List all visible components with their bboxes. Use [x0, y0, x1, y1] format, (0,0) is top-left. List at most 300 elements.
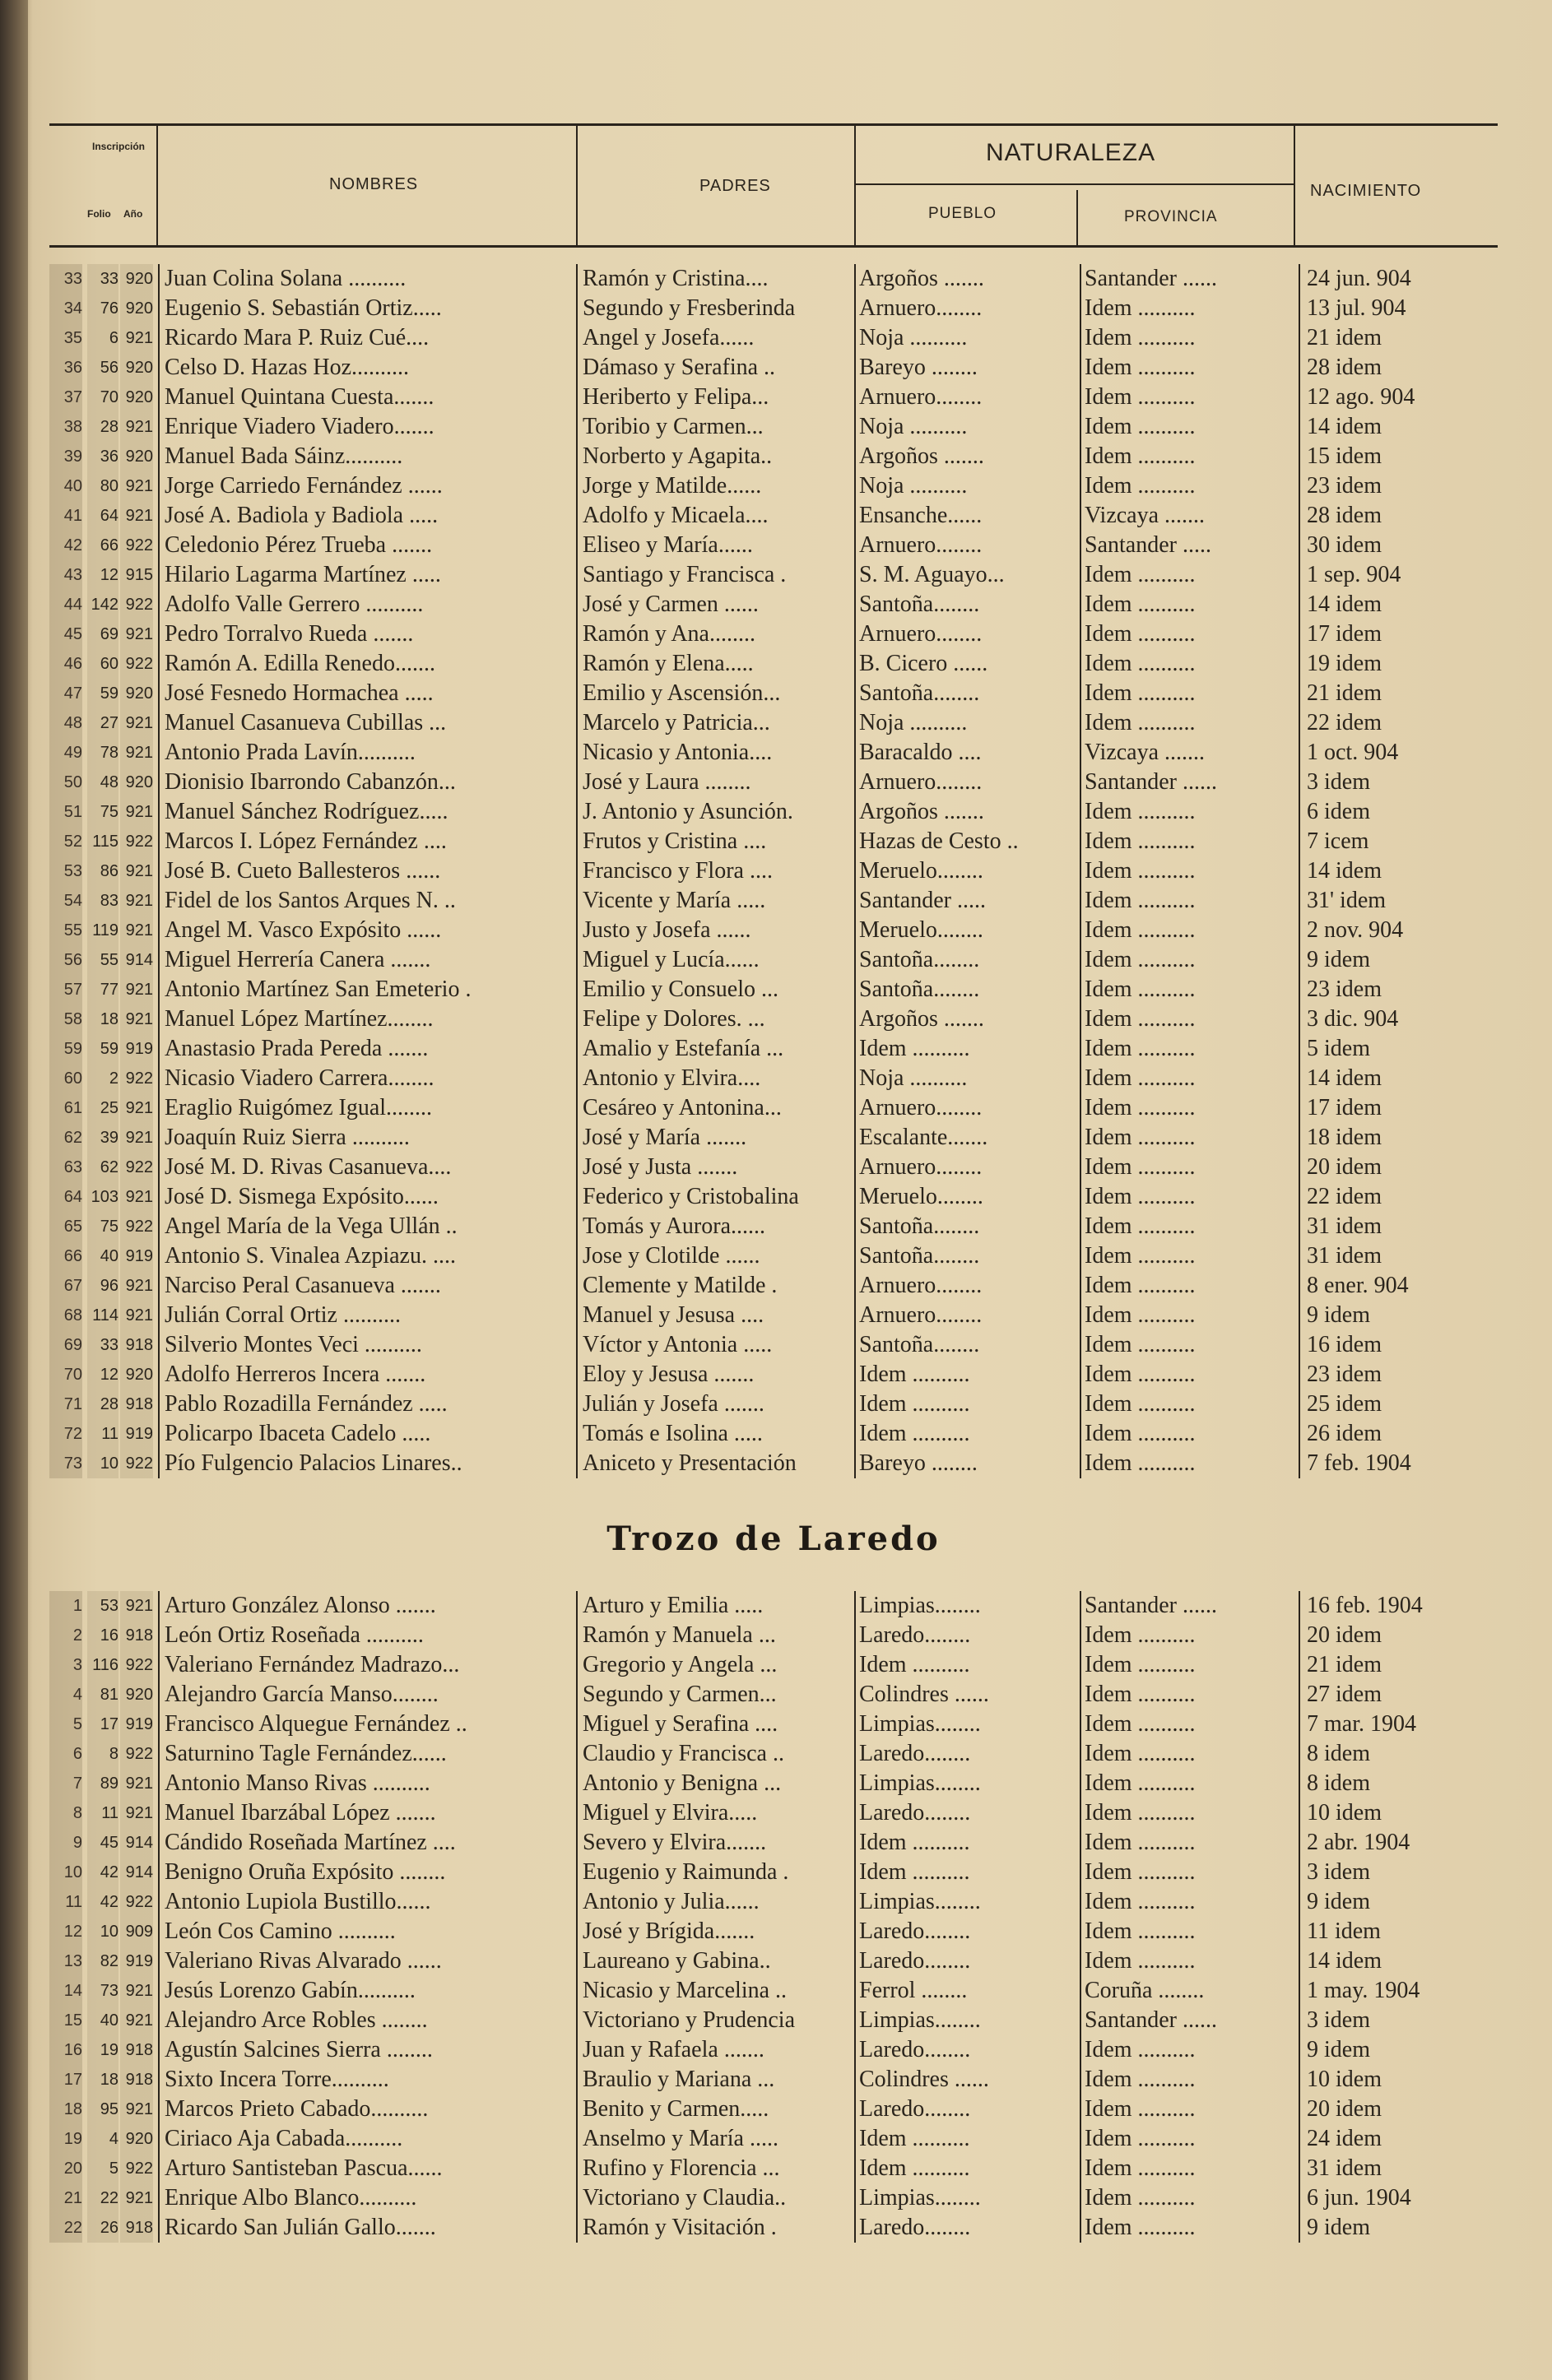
row-town: Santoña........ — [854, 945, 1081, 975]
row-number: 34 — [49, 294, 82, 323]
row-folio: 28 — [87, 1389, 118, 1419]
row-year: 914 — [120, 1828, 153, 1858]
table-row — [49, 1946, 1498, 1976]
row-year: 921 — [120, 856, 153, 886]
table-row — [49, 501, 1498, 531]
row-province: Idem .......... — [1080, 797, 1299, 827]
row-town: Santoña........ — [854, 1330, 1081, 1360]
table-row — [49, 264, 1498, 294]
header-inscripcion — [49, 126, 158, 245]
row-birth: 21 idem — [1299, 1650, 1504, 1680]
row-town: Santoña........ — [854, 1212, 1081, 1241]
row-birth: 1 may. 1904 — [1299, 1976, 1504, 2006]
table-row — [49, 294, 1498, 323]
row-parents: J. Antonio y Asunción. — [576, 797, 854, 827]
row-birth: 3 idem — [1299, 1858, 1504, 1887]
row-province: Idem .......... — [1080, 945, 1299, 975]
row-parents: Victoriano y Prudencia — [576, 2006, 854, 2035]
row-name: Francisco Alquegue Fernández .. — [158, 1710, 576, 1739]
row-name: Pío Fulgencio Palacios Linares.. — [158, 1449, 576, 1478]
row-birth: 22 idem — [1299, 708, 1504, 738]
row-year: 920 — [120, 442, 153, 471]
row-birth: 17 idem — [1299, 1093, 1504, 1123]
row-town: Arnuero........ — [854, 1093, 1081, 1123]
row-birth: 31 idem — [1299, 1212, 1504, 1241]
row-name: Valeriano Fernández Madrazo... — [158, 1650, 576, 1680]
table-row — [49, 1271, 1498, 1301]
row-town: Laredo........ — [854, 2213, 1081, 2243]
row-folio: 56 — [87, 353, 118, 383]
row-year: 922 — [120, 1064, 153, 1093]
row-number: 6 — [49, 1739, 82, 1769]
row-number: 48 — [49, 708, 82, 738]
row-number: 12 — [49, 1917, 82, 1946]
row-folio: 22 — [87, 2183, 118, 2213]
row-name: Joaquín Ruiz Sierra .......... — [158, 1123, 576, 1153]
row-parents: Braulio y Mariana ... — [576, 2065, 854, 2095]
row-number: 70 — [49, 1360, 82, 1389]
row-folio: 59 — [87, 679, 118, 708]
table-row — [49, 1182, 1498, 1212]
row-year: 921 — [120, 738, 153, 768]
row-name: León Ortiz Roseñada .......... — [158, 1621, 576, 1650]
row-birth: 14 idem — [1299, 1064, 1504, 1093]
header-divider — [854, 183, 1294, 185]
row-parents: Víctor y Antonia ..... — [576, 1330, 854, 1360]
row-province: Idem .......... — [1080, 2095, 1299, 2124]
row-province: Idem .......... — [1080, 827, 1299, 856]
row-province: Idem .......... — [1080, 1241, 1299, 1271]
row-parents: Tomás y Aurora...... — [576, 1212, 854, 1241]
row-year: 921 — [120, 797, 153, 827]
row-number: 64 — [49, 1182, 82, 1212]
row-town: Laredo........ — [854, 1798, 1081, 1828]
row-number: 20 — [49, 2154, 82, 2183]
header-nombres — [156, 126, 578, 245]
row-province: Vizcaya ....... — [1080, 738, 1299, 768]
row-birth: 23 idem — [1299, 1360, 1504, 1389]
row-year: 920 — [120, 679, 153, 708]
header-ano-label: Año — [123, 208, 143, 220]
row-town: Limpias........ — [854, 2006, 1081, 2035]
row-folio: 42 — [87, 1887, 118, 1917]
row-number: 35 — [49, 323, 82, 353]
row-year: 921 — [120, 916, 153, 945]
row-birth: 24 jun. 904 — [1299, 264, 1504, 294]
row-year: 921 — [120, 323, 153, 353]
row-town: Noja .......... — [854, 323, 1081, 353]
row-name: Angel María de la Vega Ullán .. — [158, 1212, 576, 1241]
row-parents: Laureano y Gabina.. — [576, 1946, 854, 1976]
row-name: Saturnino Tagle Fernández...... — [158, 1739, 576, 1769]
table-row — [49, 1828, 1498, 1858]
row-folio: 40 — [87, 1241, 118, 1271]
row-folio: 66 — [87, 531, 118, 560]
row-number: 14 — [49, 1976, 82, 2006]
row-province: Idem .......... — [1080, 1710, 1299, 1739]
row-folio: 16 — [87, 1621, 118, 1650]
row-folio: 77 — [87, 975, 118, 1004]
row-year: 919 — [120, 1241, 153, 1271]
table-row — [49, 827, 1498, 856]
table-row — [49, 619, 1498, 649]
row-province: Idem .......... — [1080, 1621, 1299, 1650]
table-row — [49, 1123, 1498, 1153]
row-birth: 27 idem — [1299, 1680, 1504, 1710]
row-birth: 31' idem — [1299, 886, 1504, 916]
row-birth: 10 idem — [1299, 1798, 1504, 1828]
row-name: Antonio Lupiola Bustillo...... — [158, 1887, 576, 1917]
row-province: Idem .......... — [1080, 353, 1299, 383]
row-town: Idem .......... — [854, 1858, 1081, 1887]
row-name: Anastasio Prada Pereda ....... — [158, 1034, 576, 1064]
table-row — [49, 560, 1498, 590]
row-parents: Federico y Cristobalina — [576, 1182, 854, 1212]
row-province: Idem .......... — [1080, 1360, 1299, 1389]
table-row — [49, 708, 1498, 738]
row-name: Arturo González Alonso ....... — [158, 1591, 576, 1621]
row-year: 922 — [120, 1650, 153, 1680]
row-province: Idem .......... — [1080, 886, 1299, 916]
row-folio: 6 — [87, 323, 118, 353]
row-folio: 69 — [87, 619, 118, 649]
row-year: 919 — [120, 1034, 153, 1064]
row-year: 918 — [120, 1389, 153, 1419]
row-parents: Miguel y Elvira..... — [576, 1798, 854, 1828]
row-province: Idem .......... — [1080, 916, 1299, 945]
row-folio: 119 — [87, 916, 118, 945]
row-number: 17 — [49, 2065, 82, 2095]
header-subdivider — [1076, 190, 1078, 245]
row-town: Arnuero........ — [854, 768, 1081, 797]
row-birth: 9 idem — [1299, 1301, 1504, 1330]
row-birth: 13 jul. 904 — [1299, 294, 1504, 323]
row-town: Idem .......... — [854, 2154, 1081, 2183]
row-town: Santoña........ — [854, 1241, 1081, 1271]
row-province: Vizcaya ....... — [1080, 501, 1299, 531]
row-province: Idem .......... — [1080, 1798, 1299, 1828]
table-row — [49, 1419, 1498, 1449]
row-province: Idem .......... — [1080, 1004, 1299, 1034]
row-town: Bareyo ........ — [854, 353, 1081, 383]
row-year: 920 — [120, 1360, 153, 1389]
row-province: Idem .......... — [1080, 649, 1299, 679]
table-row — [49, 1153, 1498, 1182]
row-name: Julián Corral Ortiz .......... — [158, 1301, 576, 1330]
row-folio: 28 — [87, 412, 118, 442]
row-parents: Jorge y Matilde...... — [576, 471, 854, 501]
row-name: Agustín Salcines Sierra ........ — [158, 2035, 576, 2065]
row-name: Ricardo Mara P. Ruiz Cué.... — [158, 323, 576, 353]
row-folio: 73 — [87, 1976, 118, 2006]
row-year: 922 — [120, 590, 153, 619]
row-parents: Miguel y Serafina .... — [576, 1710, 854, 1739]
row-town: Laredo........ — [854, 2035, 1081, 2065]
row-folio: 60 — [87, 649, 118, 679]
row-birth: 3 idem — [1299, 768, 1504, 797]
row-year: 921 — [120, 412, 153, 442]
row-number: 40 — [49, 471, 82, 501]
row-year: 921 — [120, 471, 153, 501]
header-folio-label: Folio — [87, 208, 111, 220]
row-folio: 75 — [87, 797, 118, 827]
row-folio: 11 — [87, 1798, 118, 1828]
row-birth: 21 idem — [1299, 679, 1504, 708]
row-number: 22 — [49, 2213, 82, 2243]
row-parents: Clemente y Matilde . — [576, 1271, 854, 1301]
row-birth: 17 idem — [1299, 619, 1504, 649]
row-province: Coruña ........ — [1080, 1976, 1299, 2006]
row-province: Idem .......... — [1080, 1946, 1299, 1976]
row-year: 920 — [120, 1680, 153, 1710]
row-birth: 11 idem — [1299, 1917, 1504, 1946]
table-row — [49, 2006, 1498, 2035]
row-town: Laredo........ — [854, 1621, 1081, 1650]
row-name: José D. Sismega Expósito...... — [158, 1182, 576, 1212]
row-province: Idem .......... — [1080, 590, 1299, 619]
row-year: 921 — [120, 1976, 153, 2006]
row-name: Pedro Torralvo Rueda ....... — [158, 619, 576, 649]
row-province: Idem .......... — [1080, 1153, 1299, 1182]
row-folio: 17 — [87, 1710, 118, 1739]
row-parents: Ramón y Elena..... — [576, 649, 854, 679]
row-birth: 9 idem — [1299, 2213, 1504, 2243]
row-birth: 16 feb. 1904 — [1299, 1591, 1504, 1621]
row-folio: 10 — [87, 1449, 118, 1478]
row-parents: Jose y Clotilde ...... — [576, 1241, 854, 1271]
row-town: Idem .......... — [854, 1034, 1081, 1064]
row-birth: 30 idem — [1299, 531, 1504, 560]
row-folio: 10 — [87, 1917, 118, 1946]
row-province: Idem .......... — [1080, 1917, 1299, 1946]
row-number: 47 — [49, 679, 82, 708]
table-row — [49, 2095, 1498, 2124]
row-folio: 33 — [87, 264, 118, 294]
row-birth: 20 idem — [1299, 2095, 1504, 2124]
row-birth: 25 idem — [1299, 1389, 1504, 1419]
table-row — [49, 2183, 1498, 2213]
row-number: 42 — [49, 531, 82, 560]
row-folio: 42 — [87, 1858, 118, 1887]
row-birth: 20 idem — [1299, 1153, 1504, 1182]
row-province: Idem .......... — [1080, 2213, 1299, 2243]
row-year: 921 — [120, 2006, 153, 2035]
row-parents: Julián y Josefa ....... — [576, 1389, 854, 1419]
row-parents: Toribio y Carmen... — [576, 412, 854, 442]
row-birth: 2 nov. 904 — [1299, 916, 1504, 945]
row-number: 21 — [49, 2183, 82, 2213]
header-pueblo-label: PUEBLO — [928, 205, 997, 222]
row-province: Idem .......... — [1080, 412, 1299, 442]
row-province: Idem .......... — [1080, 442, 1299, 471]
row-town: Arnuero........ — [854, 294, 1081, 323]
row-year: 914 — [120, 945, 153, 975]
row-province: Idem .......... — [1080, 1650, 1299, 1680]
row-name: José B. Cueto Ballesteros ...... — [158, 856, 576, 886]
row-province: Idem .......... — [1080, 1419, 1299, 1449]
row-town: Ensanche...... — [854, 501, 1081, 531]
table-row — [49, 1449, 1498, 1478]
table-row — [49, 2065, 1498, 2095]
row-year: 918 — [120, 1621, 153, 1650]
row-folio: 45 — [87, 1828, 118, 1858]
row-town: Laredo........ — [854, 2095, 1081, 2124]
row-year: 914 — [120, 1858, 153, 1887]
row-folio: 82 — [87, 1946, 118, 1976]
row-folio: 19 — [87, 2035, 118, 2065]
table-row — [49, 1034, 1498, 1064]
row-birth: 22 idem — [1299, 1182, 1504, 1212]
row-number: 16 — [49, 2035, 82, 2065]
row-town: B. Cicero ...... — [854, 649, 1081, 679]
row-year: 918 — [120, 2213, 153, 2243]
row-town: Idem .......... — [854, 1650, 1081, 1680]
row-folio: 59 — [87, 1034, 118, 1064]
row-name: Adolfo Valle Gerrero .......... — [158, 590, 576, 619]
row-province: Idem .......... — [1080, 1212, 1299, 1241]
row-number: 53 — [49, 856, 82, 886]
row-province: Idem .......... — [1080, 1449, 1299, 1478]
row-province: Idem .......... — [1080, 1064, 1299, 1093]
row-number: 41 — [49, 501, 82, 531]
row-parents: Justo y Josefa ...... — [576, 916, 854, 945]
row-folio: 48 — [87, 768, 118, 797]
row-folio: 12 — [87, 1360, 118, 1389]
row-name: Ricardo San Julián Gallo....... — [158, 2213, 576, 2243]
row-town: Idem .......... — [854, 1419, 1081, 1449]
table-row — [49, 1976, 1498, 2006]
row-birth: 9 idem — [1299, 2035, 1504, 2065]
table-row — [49, 768, 1498, 797]
row-number: 67 — [49, 1271, 82, 1301]
row-year: 919 — [120, 1710, 153, 1739]
row-name: Antonio Prada Lavín.......... — [158, 738, 576, 768]
row-folio: 80 — [87, 471, 118, 501]
row-year: 922 — [120, 1153, 153, 1182]
row-name: Manuel Bada Sáinz.......... — [158, 442, 576, 471]
header-naturaleza-label: NATURALEZA — [986, 139, 1156, 166]
row-town: Argoños ....... — [854, 1004, 1081, 1034]
row-name: Eraglio Ruigómez Igual........ — [158, 1093, 576, 1123]
row-folio: 39 — [87, 1123, 118, 1153]
row-parents: Aniceto y Presentación — [576, 1449, 854, 1478]
header-nombres-label: NOMBRES — [329, 175, 419, 193]
row-name: Silverio Montes Veci .......... — [158, 1330, 576, 1360]
row-town: Laredo........ — [854, 1946, 1081, 1976]
table-row — [49, 323, 1498, 353]
row-folio: 36 — [87, 442, 118, 471]
row-parents: Miguel y Lucía...... — [576, 945, 854, 975]
row-year: 919 — [120, 1946, 153, 1976]
row-number: 37 — [49, 383, 82, 412]
row-number: 13 — [49, 1946, 82, 1976]
row-name: Angel M. Vasco Expósito ...... — [158, 916, 576, 945]
row-parents: Segundo y Fresberinda — [576, 294, 854, 323]
table-row — [49, 856, 1498, 886]
row-year: 919 — [120, 1419, 153, 1449]
row-folio: 75 — [87, 1212, 118, 1241]
row-number: 69 — [49, 1330, 82, 1360]
row-parents: Ramón y Visitación . — [576, 2213, 854, 2243]
row-parents: Rufino y Florencia ... — [576, 2154, 854, 2183]
row-birth: 28 idem — [1299, 353, 1504, 383]
row-year: 922 — [120, 649, 153, 679]
row-number: 73 — [49, 1449, 82, 1478]
row-town: Arnuero........ — [854, 531, 1081, 560]
row-town: Idem .......... — [854, 1828, 1081, 1858]
row-year: 922 — [120, 531, 153, 560]
row-birth: 14 idem — [1299, 856, 1504, 886]
row-town: Arnuero........ — [854, 1301, 1081, 1330]
table-row — [49, 1093, 1498, 1123]
row-folio: 95 — [87, 2095, 118, 2124]
row-name: José Fesnedo Hormachea ..... — [158, 679, 576, 708]
row-name: Enrique Viadero Viadero....... — [158, 412, 576, 442]
row-birth: 19 idem — [1299, 649, 1504, 679]
table-row — [49, 2213, 1498, 2243]
row-parents: Cesáreo y Antonina... — [576, 1093, 854, 1123]
row-province: Santander ...... — [1080, 768, 1299, 797]
table-row — [49, 886, 1498, 916]
row-year: 922 — [120, 1887, 153, 1917]
row-town: Limpias........ — [854, 2183, 1081, 2213]
row-parents: José y Laura ........ — [576, 768, 854, 797]
row-name: Marcos Prieto Cabado.......... — [158, 2095, 576, 2124]
row-town: Santoña........ — [854, 590, 1081, 619]
row-year: 918 — [120, 1330, 153, 1360]
row-folio: 12 — [87, 560, 118, 590]
table-row — [49, 353, 1498, 383]
row-birth: 9 idem — [1299, 1887, 1504, 1917]
row-province: Idem .......... — [1080, 1093, 1299, 1123]
row-folio: 40 — [87, 2006, 118, 2035]
row-name: José A. Badiola y Badiola ..... — [158, 501, 576, 531]
row-province: Idem .......... — [1080, 1034, 1299, 1064]
row-province: Santander ...... — [1080, 264, 1299, 294]
table-row — [49, 531, 1498, 560]
row-number: 72 — [49, 1419, 82, 1449]
row-province: Idem .......... — [1080, 1858, 1299, 1887]
row-number: 3 — [49, 1650, 82, 1680]
table-header — [49, 123, 1498, 248]
row-province: Idem .......... — [1080, 2154, 1299, 2183]
row-birth: 6 jun. 1904 — [1299, 2183, 1504, 2213]
row-year: 915 — [120, 560, 153, 590]
row-folio: 8 — [87, 1739, 118, 1769]
row-town: Limpias........ — [854, 1887, 1081, 1917]
table-row — [49, 1680, 1498, 1710]
row-year: 922 — [120, 1212, 153, 1241]
row-name: Pablo Rozadilla Fernández ..... — [158, 1389, 576, 1419]
row-province: Idem .......... — [1080, 1330, 1299, 1360]
row-town: Escalante....... — [854, 1123, 1081, 1153]
row-birth: 3 idem — [1299, 2006, 1504, 2035]
row-province: Idem .......... — [1080, 1389, 1299, 1419]
row-birth: 14 idem — [1299, 1946, 1504, 1976]
row-town: Colindres ...... — [854, 1680, 1081, 1710]
row-folio: 27 — [87, 708, 118, 738]
row-province: Idem .......... — [1080, 383, 1299, 412]
row-name: Manuel Sánchez Rodríguez..... — [158, 797, 576, 827]
row-birth: 12 ago. 904 — [1299, 383, 1504, 412]
row-birth: 3 dic. 904 — [1299, 1004, 1504, 1034]
row-name: Nicasio Viadero Carrera........ — [158, 1064, 576, 1093]
row-name: Antonio S. Vinalea Azpiazu. .... — [158, 1241, 576, 1271]
row-folio: 18 — [87, 2065, 118, 2095]
row-birth: 28 idem — [1299, 501, 1504, 531]
row-parents: Juan y Rafaela ....... — [576, 2035, 854, 2065]
header-inscripcion-label: Inscripción — [92, 141, 146, 152]
